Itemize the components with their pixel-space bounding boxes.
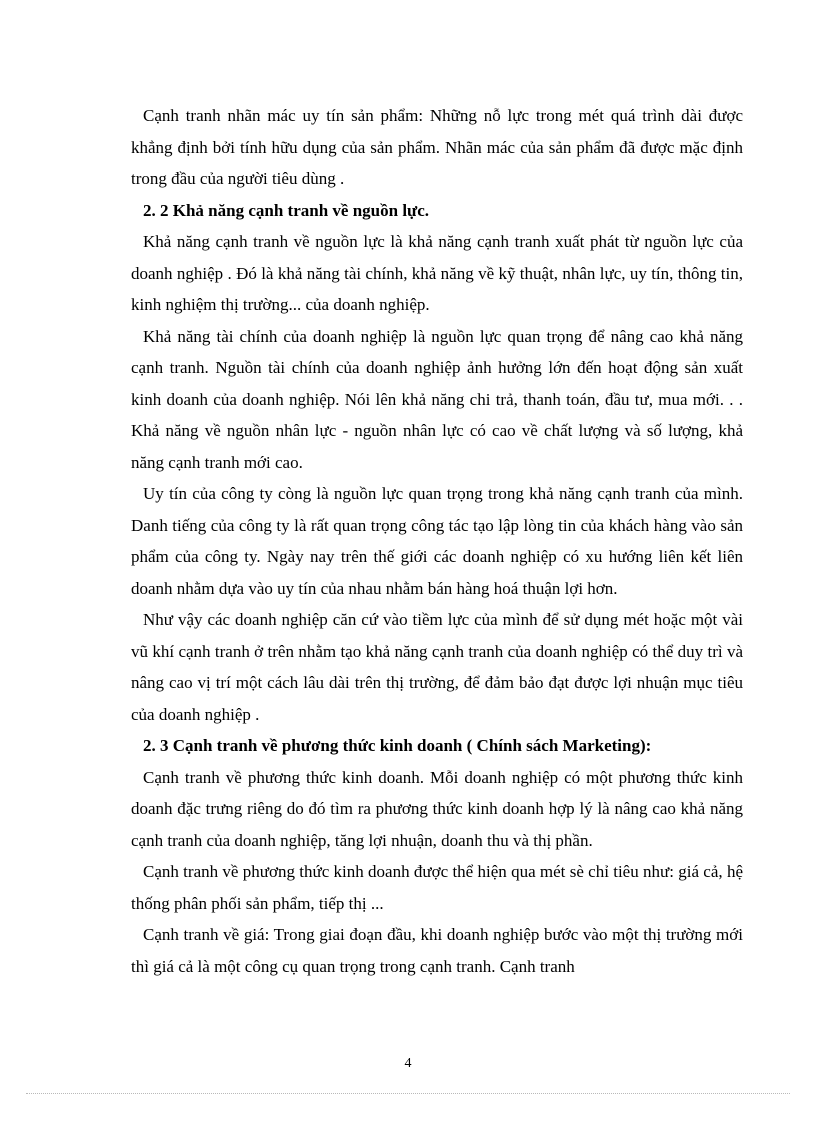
paragraph-price-competition: Cạnh tranh về giá: Trong giai đoạn đầu, khi doanh nghiệp bước vào một thị trường mới thì giá cả là một công cụ quan trọng trong cạnh tranh. Cạnh tranh xyxy=(131,925,743,976)
paragraph-business-method: Cạnh tranh về phương thức kinh doanh. Mỗi doanh nghiệp có một phương thức kinh doanh đặc trưng riêng do đó tìm ra phương thức kinh doanh hợp lý là nâng cao khả năng cạnh tranh của doanh nghiệp, tăng lợi nhuận, doanh thu và thị phần. xyxy=(131,767,743,850)
paragraph-resource-capability: Khả năng cạnh tranh về nguồn lực là khả năng cạnh tranh xuất phát từ nguồn lực của doanh nghiệp . Đó là khả năng tài chính, khả năng về kỹ thuật, nhân lực, uy tín, thông tin, kinh nghiệm thị trường... của doanh nghiệp. xyxy=(131,232,743,314)
page-number: 4 xyxy=(404,1056,412,1071)
body-text xyxy=(131,100,743,982)
section-heading-2-2: 2. 2 Khả năng cạnh tranh về nguồn lực. xyxy=(143,200,430,220)
paragraph-company-reputation: Uy tín của công ty còng là nguồn lực quan trọng trong khả năng cạnh tranh của mình. Danh tiếng của công ty là rất quan trọng công tác tạo lập lòng tin của khách hàng vào sản phẩm của công ty. Ngày nay trên thế giới các doanh nghiệp có xu hướng liên kết liên doanh nhằm dựa vào uy tín của nhau nhằm bán hàng hoá thuận lợi hơn. xyxy=(131,484,743,598)
footer-divider xyxy=(26,1093,790,1094)
paragraph-financial-capability: Khả năng tài chính của doanh nghiệp là nguồn lực quan trọng để nâng cao khả năng cạnh tranh. Nguồn tài chính của doanh nghiệp ảnh hưởng lớn đến hoạt động sản xuất kinh doanh của doanh nghiệp. Nói lên khả năng chi trả, thanh toán, đầu tư, mua mới. . . Khả năng về nguồn nhân lực - nguồn nhân lực có cao về chất lượng và số lượng, khả năng cạnh tranh mới cao. xyxy=(131,326,743,472)
paragraph-competitive-potential: Như vậy các doanh nghiệp căn cứ vào tiềm lực của mình để sử dụng mét hoặc một vài vũ khí cạnh tranh ở trên nhằm tạo khả năng cạnh tranh của doanh nghiệp có thể duy trì và nâng cao vị trí một cách lâu dài trên thị trường, để đảm bảo đạt được lợi nhuận mục tiêu của doanh nghiệp . xyxy=(131,610,743,724)
paragraph-brand-reputation: Cạnh tranh nhãn mác uy tín sản phẩm: Những nỗ lực trong mét quá trình dài được khẳng định bởi tính hữu dụng của sản phẩm. Nhãn mác của sản phẩm đã được mặc định trong đầu của người tiêu dùng . xyxy=(131,106,743,188)
paragraph-business-indicators: Cạnh tranh về phương thức kinh doanh được thể hiện qua mét sè chỉ tiêu như: giá cả, hệ thống phân phối sản phẩm, tiếp thị ... xyxy=(131,862,743,913)
section-heading-2-3: 2. 3 Cạnh tranh về phương thức kinh doanh ( Chính sách Marketing): xyxy=(143,736,652,755)
